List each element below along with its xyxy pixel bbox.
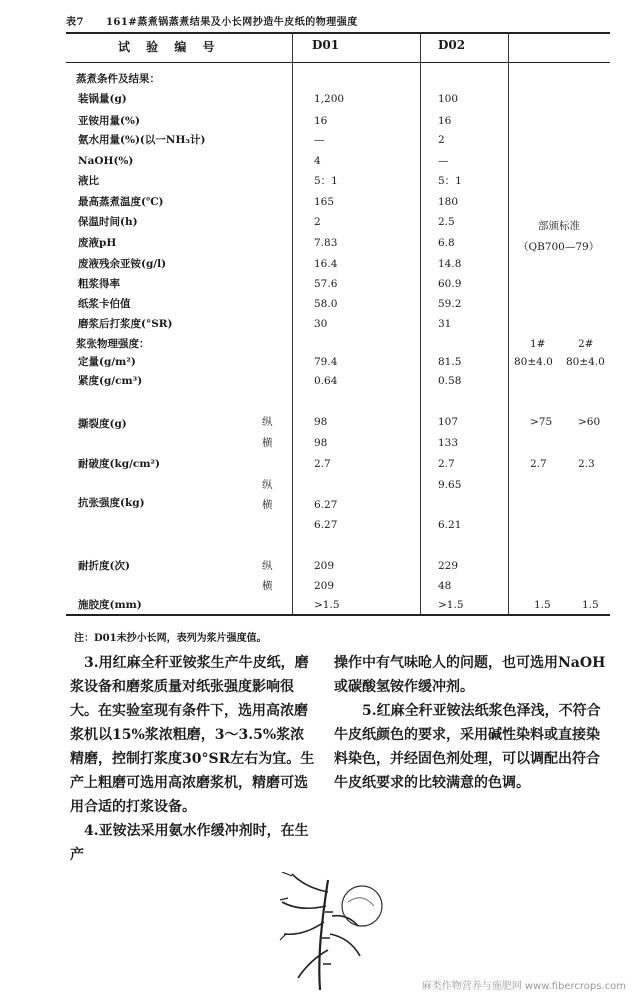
cell-d01: >1.5 (314, 599, 340, 611)
cell-d01: 16 (314, 115, 328, 127)
direction-label: 纵 (262, 479, 273, 491)
cell-std-1: 80±4.0 (514, 356, 553, 368)
table-col-divider-3 (508, 32, 509, 614)
table-col-divider-1 (292, 32, 293, 614)
row-label: 撕裂度(g) (78, 418, 127, 430)
standard-col-2: 2# (578, 338, 594, 350)
header-d02: D02 (438, 38, 466, 52)
cell-d01: 5：1 (314, 175, 338, 187)
table-number: 表7 (66, 17, 84, 28)
cell-d02: 2.5 (438, 216, 455, 228)
cell-d01: 58.0 (314, 298, 338, 310)
cell-d01: 4 (314, 155, 321, 167)
paragraph: 5.红麻全秆亚铵法纸浆色泽浅，不符合牛皮纸颜色的要求，采用碱性染料或直接染料染色，并经固色剂处理，可以调配出符合牛皮纸要求的比较满意的色调。 (334, 703, 601, 791)
table-top-rule (66, 32, 610, 34)
cell-d02: 59.2 (438, 298, 462, 310)
cell-d02: 0.58 (438, 375, 462, 387)
paragraph: 4.亚铵法采用氨水作缓冲剂时，在生产 (70, 823, 309, 863)
cell-d02: 2.7 (438, 458, 455, 470)
row-label: 耐破度(kg/cm²) (78, 458, 160, 470)
row-label: 氨水用量(%)(以一NH₃计) (78, 134, 206, 146)
cell-d02: 60.9 (438, 278, 462, 290)
section-cooking-title: 蒸煮条件及结果： (76, 73, 160, 85)
section-physical-title: 浆张物理强度： (76, 338, 150, 350)
cell-std-2: 2.3 (578, 458, 595, 470)
row-label: 装锅量(g) (78, 93, 127, 105)
bamboo-moon-illustration (262, 872, 392, 992)
header-d01: D01 (312, 38, 340, 52)
cell-d02: 180 (438, 196, 459, 208)
cell-std-2: >60 (578, 416, 601, 428)
table-note: 注：D01未抄小长网，表列为浆片强度值。 (74, 633, 267, 644)
cell-std-1: 1.5 (534, 599, 551, 611)
cell-d01: 6.27 (314, 519, 338, 531)
row-label: 纸浆卡伯值 (78, 298, 131, 310)
cell-d02: 81.5 (438, 356, 462, 368)
cell-d01: 209 (314, 580, 335, 592)
cell-d02: 48 (438, 580, 452, 592)
cell-d01: 79.4 (314, 356, 338, 368)
row-label: 磨浆后打浆度(°SR) (78, 318, 173, 330)
direction-label: 纵 (262, 560, 273, 572)
cell-std-2: 80±4.0 (566, 356, 605, 368)
cell-d01: 98 (314, 437, 328, 449)
row-label: 施胶度(mm) (78, 599, 142, 611)
row-label: 最高蒸煮温度(℃) (78, 196, 164, 208)
cell-d02: 16 (438, 115, 452, 127)
row-label: 抗张强度(kg) (78, 497, 145, 509)
table-title: 161#蒸煮锅蒸煮结果及小长网抄造牛皮纸的物理强度 (105, 17, 358, 28)
cell-d01: 0.64 (314, 375, 338, 387)
cell-d02: 133 (438, 437, 459, 449)
direction-label: 横 (262, 499, 273, 511)
standard-col-1: 1# (530, 338, 546, 350)
cell-d01: 30 (314, 318, 328, 330)
cell-d01: 2.7 (314, 458, 331, 470)
cell-d01: 57.6 (314, 278, 338, 290)
direction-label: 纵 (262, 416, 273, 428)
row-label: NaOH(%) (78, 155, 134, 167)
table-col-divider-2 (420, 32, 421, 614)
watermark: 麻类作物营养与施肥网 www.fibercrops.com (421, 981, 626, 992)
cell-std-1: >75 (530, 416, 553, 428)
cell-d02: 6.8 (438, 237, 455, 249)
row-label: 废液残余亚铵(g/l) (78, 258, 167, 270)
cell-d02: 107 (438, 416, 459, 428)
row-label: 耐折度(次) (78, 560, 130, 572)
row-label: 废液pH (78, 237, 117, 249)
cell-d01: 1,200 (314, 93, 345, 105)
header-item: 试 验 编 号 (118, 40, 221, 54)
cell-d01: 16.4 (314, 258, 338, 270)
paragraph: 操作中有气味呛人的问题，也可选用NaOH或碳酸氢铵作缓冲剂。 (334, 655, 606, 695)
row-label: 紧度(g/cm³) (78, 375, 143, 387)
standard-code: （QB700—79） (518, 241, 600, 253)
direction-label: 横 (262, 580, 273, 592)
cell-d02: 14.8 (438, 258, 462, 270)
row-label: 液比 (78, 175, 99, 187)
row-label: 亚铵用量(%) (78, 115, 140, 127)
row-label: 定量(g/m²) (78, 356, 136, 368)
row-label: 保温时间(h) (78, 216, 138, 228)
standard-name: 部颁标准 (538, 220, 580, 232)
cell-d02: 2 (438, 134, 445, 146)
cell-d02: >1.5 (438, 599, 464, 611)
cell-d02: 31 (438, 318, 452, 330)
cell-d01: 7.83 (314, 237, 338, 249)
cell-d02: 9.65 (438, 479, 462, 491)
right-column-text (334, 651, 606, 795)
cell-d02: 229 (438, 560, 459, 572)
cell-d01: 2 (314, 216, 321, 228)
cell-d01: 6.27 (314, 499, 338, 511)
cell-d01: — (314, 134, 325, 146)
cell-d02: 100 (438, 93, 459, 105)
cell-d01: 209 (314, 560, 335, 572)
cell-d02: 6.21 (438, 519, 462, 531)
table-bottom-rule (66, 614, 610, 616)
row-label: 粗浆得率 (78, 278, 120, 290)
cell-std-1: 2.7 (530, 458, 547, 470)
cell-d02: — (438, 155, 449, 167)
cell-d01: 165 (314, 196, 335, 208)
paragraph: 3.用红麻全秆亚铵浆生产牛皮纸，磨浆设备和磨浆质量对纸张强度影响很大。在实验室现有条件下，选用高浓磨浆机以15%浆浓粗磨，3～3.5%浆浓精磨，控制打浆度30°SR左右为宜。生产上粗磨可选用高浓磨浆机，精磨可选用合适的打浆设备。 (70, 655, 315, 815)
table-header-rule (66, 62, 610, 63)
cell-std-2: 1.5 (582, 599, 599, 611)
cell-d02: 5：1 (438, 175, 462, 187)
left-column-text (70, 651, 316, 867)
cell-d01: 98 (314, 416, 328, 428)
direction-label: 横 (262, 437, 273, 449)
table-caption (66, 13, 358, 28)
